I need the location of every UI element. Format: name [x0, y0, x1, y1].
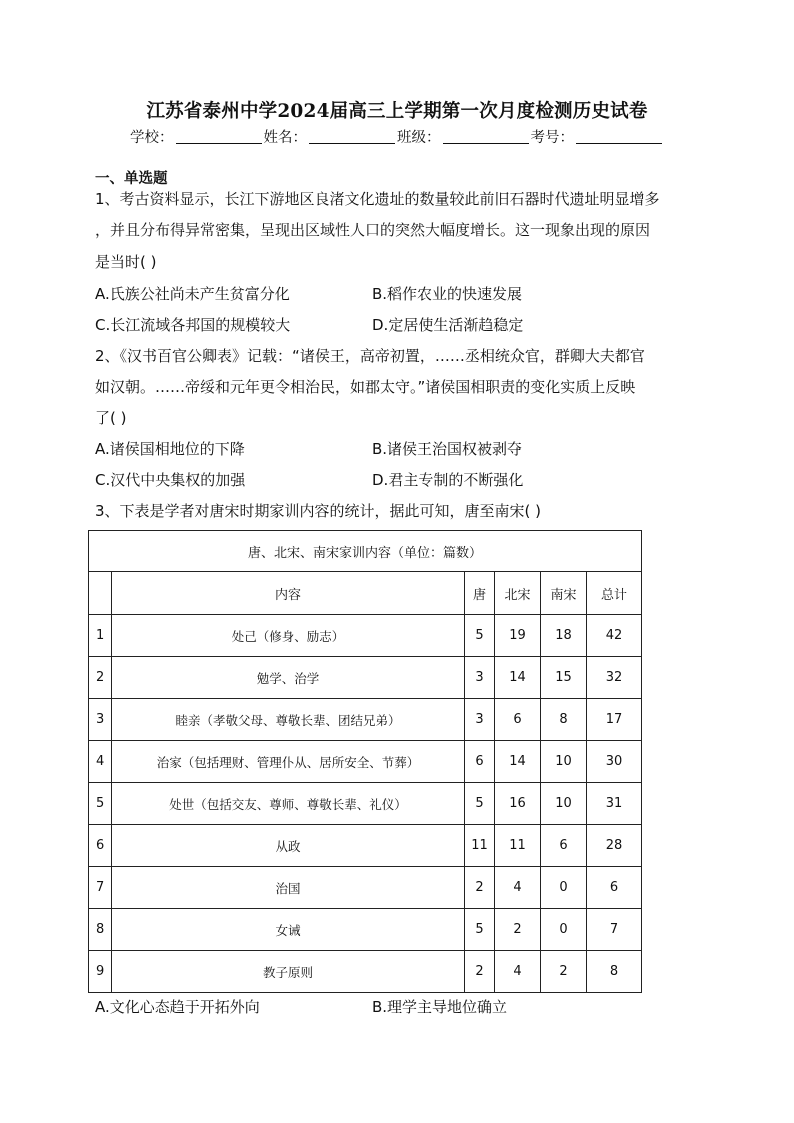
count-northern-song: 14 — [495, 657, 541, 699]
q2-line: 了( ) — [95, 409, 127, 427]
count-tang: 5 — [465, 909, 495, 951]
table-row — [89, 951, 642, 993]
row-content: 教子原则 — [112, 951, 465, 993]
q2-line: 2、《汉书百官公卿表》记载：“诸侯王，高帝初置，……丞相统众官，群卿大夫都官 — [95, 347, 645, 365]
table-caption: 唐、北宋、南宋家训内容（单位：篇数） — [89, 531, 642, 572]
table-header-cell: 唐 — [465, 572, 495, 615]
table-row — [89, 867, 642, 909]
table-row — [89, 657, 642, 699]
table-row — [89, 699, 642, 741]
row-index: 4 — [89, 741, 112, 783]
count-northern-song: 14 — [495, 741, 541, 783]
class-label: 班级： — [397, 130, 441, 146]
count-southern-song: 10 — [541, 783, 587, 825]
count-tang: 5 — [465, 615, 495, 657]
count-total: 30 — [587, 741, 642, 783]
q1-option-d[interactable]: D.定居使生活渐趋稳定 — [372, 316, 524, 334]
q3-option-b[interactable]: B.理学主导地位确立 — [372, 998, 508, 1016]
q2-line: 如汉朝。……帝绥和元年更令相治民，如郡太守。”诸侯国相职责的变化实质上反映 — [95, 378, 636, 396]
count-tang: 3 — [465, 657, 495, 699]
count-tang: 2 — [465, 951, 495, 993]
count-northern-song: 2 — [495, 909, 541, 951]
count-total: 32 — [587, 657, 642, 699]
row-content: 女诫 — [112, 909, 465, 951]
q3-line: 3、下表是学者对唐宋时期家训内容的统计，据此可知，唐至南宋( ) — [95, 502, 542, 520]
count-southern-song: 6 — [541, 825, 587, 867]
count-total: 31 — [587, 783, 642, 825]
row-index: 9 — [89, 951, 112, 993]
row-content: 治国 — [112, 867, 465, 909]
row-index: 7 — [89, 867, 112, 909]
count-tang: 6 — [465, 741, 495, 783]
table-row — [89, 909, 642, 951]
table-header-cell — [89, 572, 112, 615]
row-content: 治家（包括理财、管理仆从、居所安全、节葬） — [112, 741, 465, 783]
table-header-cell: 南宋 — [541, 572, 587, 615]
count-southern-song: 8 — [541, 699, 587, 741]
table-row — [89, 615, 642, 657]
q1-line: ，并且分布得异常密集，呈现出区域性人口的突然大幅度增长。这一现象出现的原因 — [95, 221, 651, 239]
count-total: 42 — [587, 615, 642, 657]
q1-line: 是当时( ) — [95, 253, 157, 271]
count-tang: 3 — [465, 699, 495, 741]
school-label: 学校： — [130, 130, 174, 146]
count-southern-song: 18 — [541, 615, 587, 657]
q2-option-a[interactable]: A.诸侯国相地位的下降 — [95, 440, 245, 458]
count-tang: 2 — [465, 867, 495, 909]
table-header-cell: 总计 — [587, 572, 642, 615]
row-index: 8 — [89, 909, 112, 951]
student-info-line — [0, 126, 794, 147]
row-content: 处世（包括交友、尊师、尊敬长辈、礼仪） — [112, 783, 465, 825]
table-row — [89, 825, 642, 867]
q2-option-c[interactable]: C.汉代中央集权的加强 — [95, 471, 246, 489]
table-row — [89, 783, 642, 825]
q2-option-b[interactable]: B.诸侯王治国权被剥夺 — [372, 440, 523, 458]
count-tang: 11 — [465, 825, 495, 867]
count-southern-song: 2 — [541, 951, 587, 993]
table-row — [89, 741, 642, 783]
q3-option-a[interactable]: A.文化心态趋于开拓外向 — [95, 998, 260, 1016]
count-tang: 5 — [465, 783, 495, 825]
row-index: 3 — [89, 699, 112, 741]
count-southern-song: 15 — [541, 657, 587, 699]
row-index: 2 — [89, 657, 112, 699]
table-header-cell: 内容 — [112, 572, 465, 615]
name-label: 姓名： — [263, 130, 307, 146]
count-northern-song: 19 — [495, 615, 541, 657]
row-index: 5 — [89, 783, 112, 825]
count-total: 6 — [587, 867, 642, 909]
count-total: 28 — [587, 825, 642, 867]
row-content: 处己（修身、励志） — [112, 615, 465, 657]
row-content: 从政 — [112, 825, 465, 867]
school-blank[interactable] — [176, 129, 262, 144]
exam-title: 江苏省泰州中学2024届高三上学期第一次月度检测历史试卷 — [146, 101, 648, 122]
q2-option-d[interactable]: D.君主专制的不断强化 — [372, 471, 524, 489]
table-header-cell: 北宋 — [495, 572, 541, 615]
section-heading: 一、单选题 — [95, 171, 168, 187]
count-northern-song: 4 — [495, 951, 541, 993]
q1-line: 1、考古资料显示，长江下游地区良渚文化遗址的数量较此前旧石器时代遗址明显增多 — [95, 190, 660, 208]
name-blank[interactable] — [309, 129, 395, 144]
number-blank[interactable] — [576, 129, 662, 144]
count-total: 7 — [587, 909, 642, 951]
q1-option-c[interactable]: C.长江流域各邦国的规模较大 — [95, 316, 291, 334]
count-southern-song: 10 — [541, 741, 587, 783]
class-blank[interactable] — [443, 129, 529, 144]
number-label: 考号： — [530, 130, 574, 146]
table-header-row — [89, 572, 642, 615]
q1-option-a[interactable]: A.氏族公社尚未产生贫富分化 — [95, 285, 290, 303]
count-northern-song: 6 — [495, 699, 541, 741]
count-northern-song: 11 — [495, 825, 541, 867]
row-index: 1 — [89, 615, 112, 657]
row-content: 睦亲（孝敬父母、尊敬长辈、团结兄弟） — [112, 699, 465, 741]
row-index: 6 — [89, 825, 112, 867]
row-content: 勉学、治学 — [112, 657, 465, 699]
count-northern-song: 4 — [495, 867, 541, 909]
count-southern-song: 0 — [541, 867, 587, 909]
count-southern-song: 0 — [541, 909, 587, 951]
count-northern-song: 16 — [495, 783, 541, 825]
q1-option-b[interactable]: B.稻作农业的快速发展 — [372, 285, 523, 303]
count-total: 17 — [587, 699, 642, 741]
count-total: 8 — [587, 951, 642, 993]
family-instruction-table — [88, 530, 642, 993]
